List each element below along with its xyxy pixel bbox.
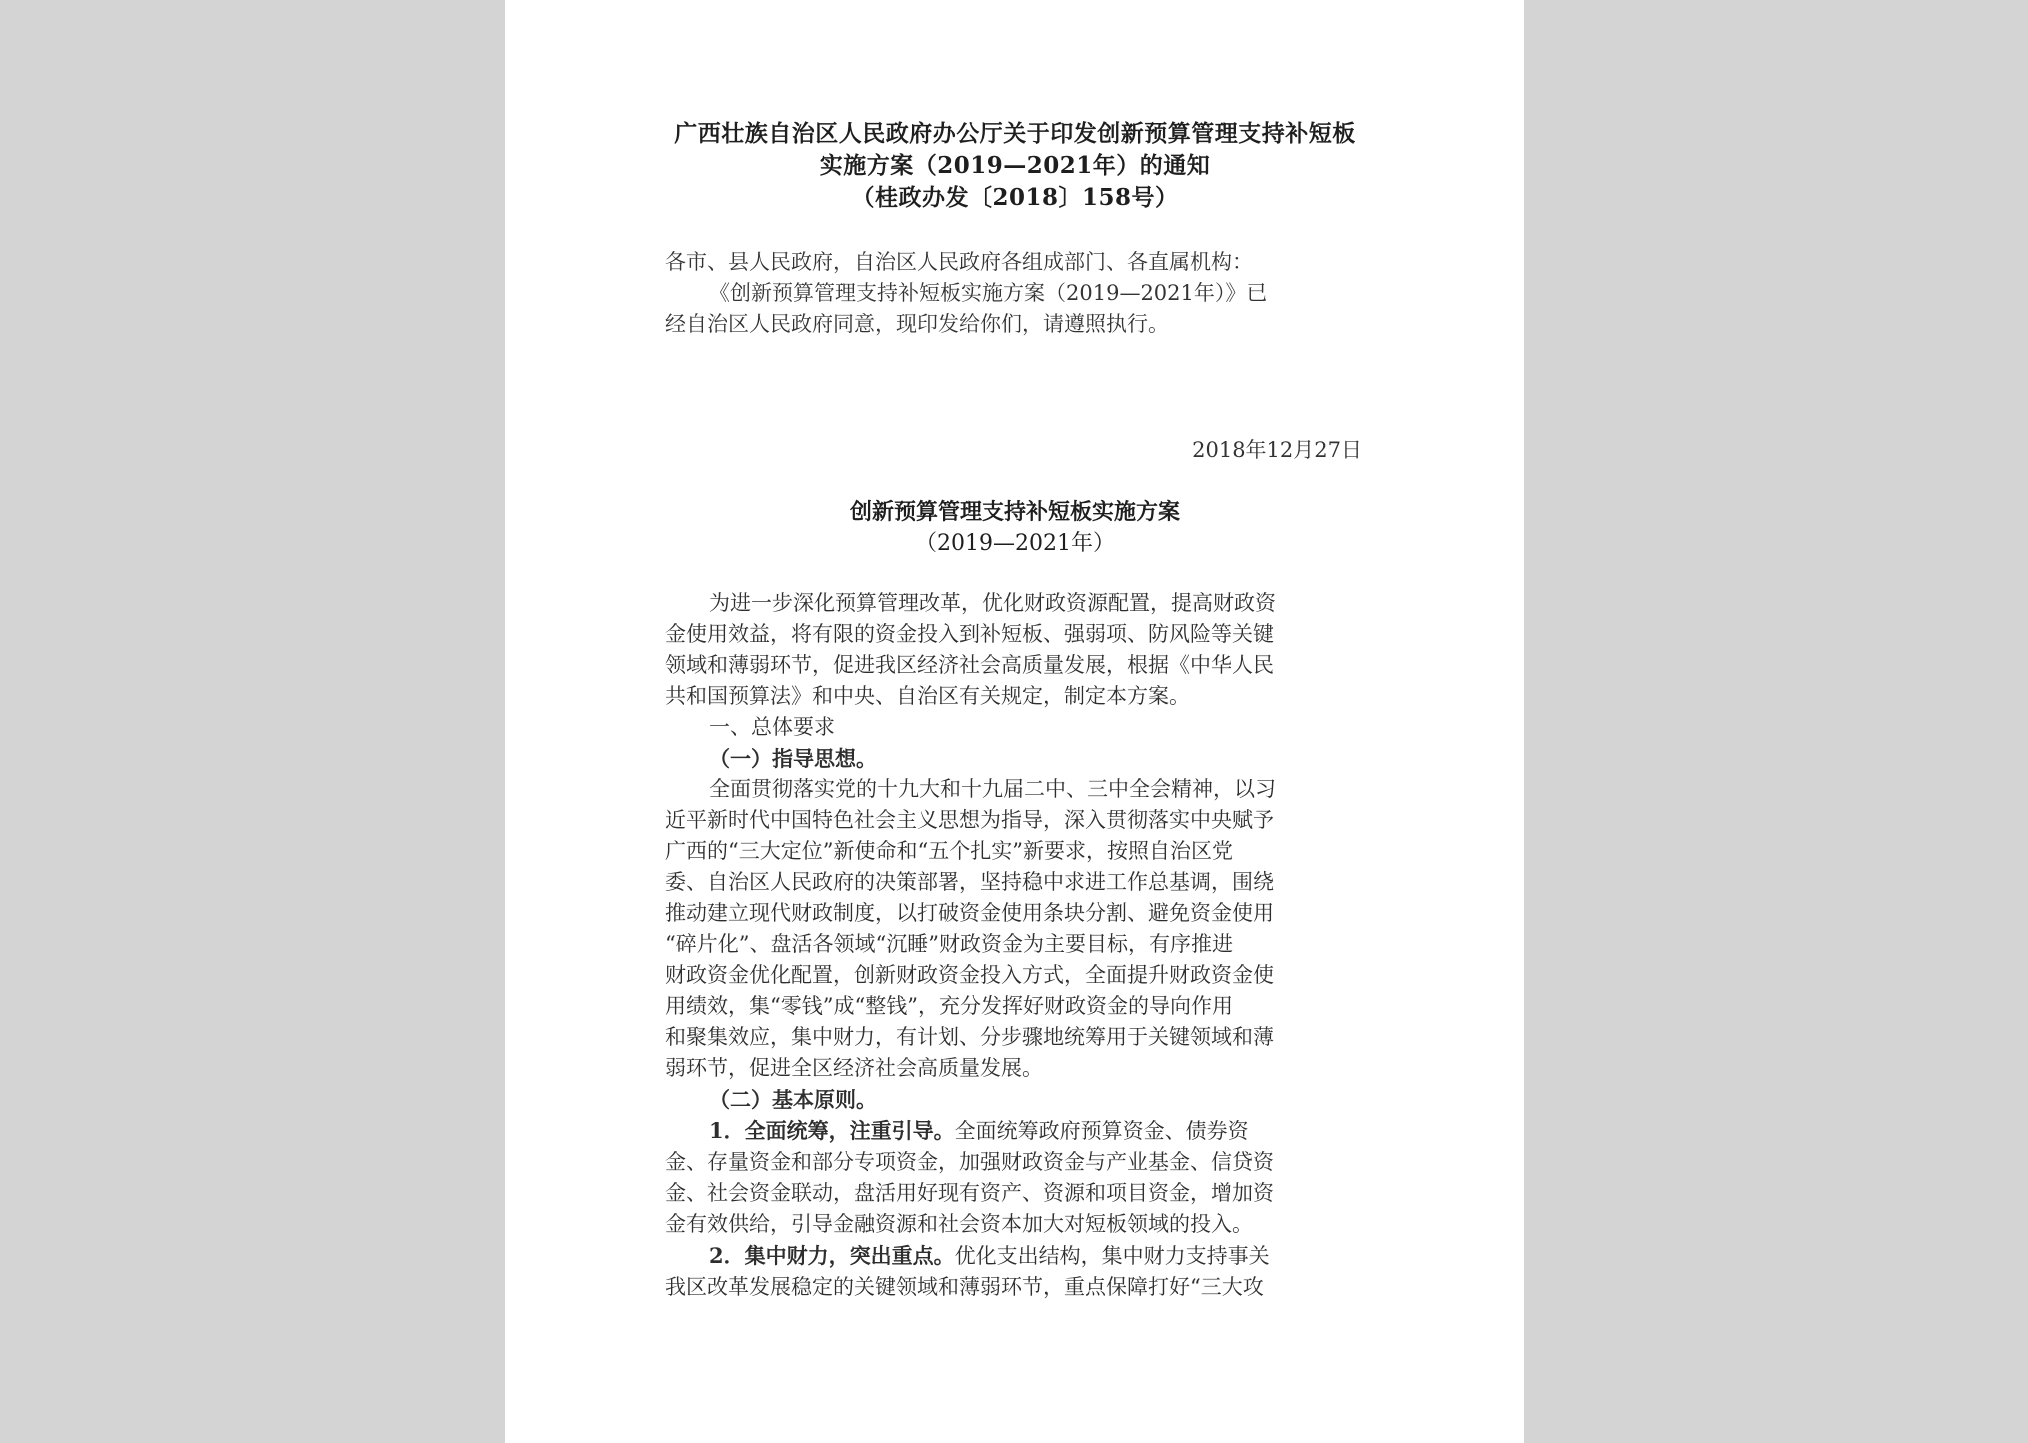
preface-paragraph: 为进一步深化预算管理改革，优化财政资源配置，提高财政资 金使用效益，将有限的资金投入到补短板、强弱项、防风险等关键 领域和薄弱环节，促进我区经济社会高质量发展，根据《中华人民 共和国预算法》和中央、自治区有关规定，制定本方案。	[665, 591, 1276, 708]
guiding-ideology-paragraph: 全面贯彻落实党的十九大和十九届二中、三中全会精神，以习 近平新时代中国特色社会主义思想为指导，深入贯彻落实中央赋予 广西的“三大定位”新使命和“五个扎实”新要求，按照自治区党 委、自治区人民政府的决策部署，坚持稳中求进工作总基调，围绕 推动建立现代财政制度，以打破资金使用条块分割、避免资金使用 “碎片化”、盘活各领域“沉睡”财政资金为主要目标，有序推进 财政资金优化配置，创新财政资金投入方式，全面提升财政资金使 用绩效，集“零钱”成“整钱”，充分发挥好财政资金的导向作用 和聚集效应，集中财力，有计划、分步骤地统筹用于关键领域和薄 弱环节，促进全区经济社会高质量发展。	[665, 777, 1276, 1080]
notice-body-line: 经自治区人民政府同意，现印发给你们，请遵照执行。	[665, 312, 1169, 336]
document-page	[505, 0, 1524, 1443]
notice-title	[665, 118, 1365, 214]
notice-date: 2018年12月27日	[1192, 438, 1362, 462]
subsection-heading: （二）基本原则。	[709, 1087, 877, 1112]
principle-paragraph: 2．集中财力，突出重点。优化支出结构，集中财力支持事关 我区改革发展稳定的关键领域和薄弱环节，重点保障打好“三大攻	[665, 1243, 1270, 1299]
principle-title: 1．全面统筹，注重引导。	[709, 1118, 955, 1143]
subsection-heading: （一）指导思想。	[709, 746, 877, 771]
notice-recipients: 各市、县人民政府，自治区人民政府各组成部门、各直属机构：	[665, 250, 1253, 274]
notice-title-line: 广西壮族自治区人民政府办公厅关于印发创新预算管理支持补短板	[674, 120, 1356, 147]
principle-paragraph: 1．全面统筹，注重引导。全面统筹政府预算资金、债券资 金、存量资金和部分专项资金，加强财政资金与产业基金、信贷资 金、社会资金联动，盘活用好现有资产、资源和项目资金，增加资 金有效供给，引导金融资源和社会资本加大对短板领域的投入。	[665, 1118, 1274, 1236]
section-heading: 一、总体要求	[709, 715, 835, 739]
plan-body	[665, 588, 1385, 1303]
plan-title-main: 创新预算管理支持补短板实施方案	[849, 499, 1180, 525]
notice-title-line: 实施方案（2019—2021年）的通知	[819, 152, 1211, 179]
notice-body	[665, 278, 1365, 340]
plan-title	[665, 497, 1365, 559]
principle-title: 2．集中财力，突出重点。	[709, 1243, 955, 1268]
plan-title-subtitle: （2019—2021年）	[915, 531, 1115, 556]
notice-document-number: （桂政办发〔2018〕158号）	[851, 184, 1179, 211]
notice-body-line: 《创新预算管理支持补短板实施方案（2019—2021年）》已	[709, 281, 1268, 305]
